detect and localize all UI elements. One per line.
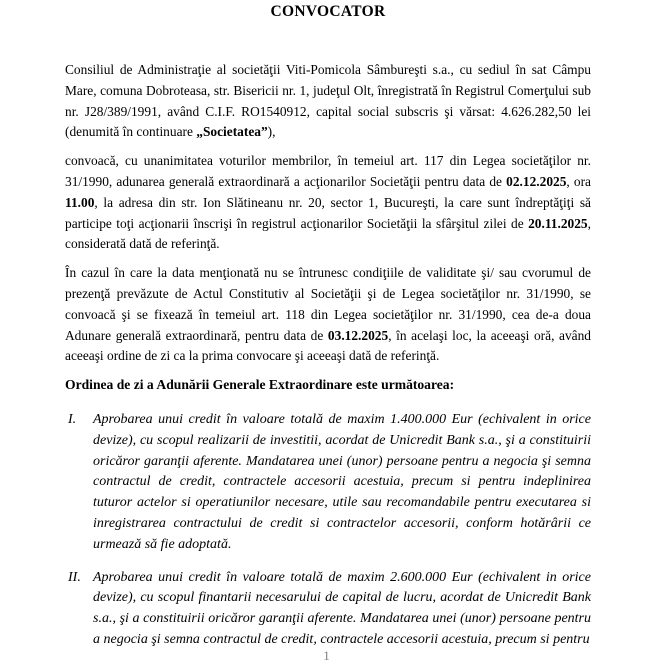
agenda-item-2-numeral: II. [68, 569, 81, 585]
agenda-item-1-numeral: I. [68, 411, 77, 427]
page-number: 1 [323, 648, 330, 663]
paragraph-second-convocation: În cazul în care la data menţionată nu se întrunesc condiţiile de validitate şi/ sau cvorumul de prezenţă prevăzute de Actul Constitutiv al Societăţii şi de Legea societăţilor nr. 31/1990, se convoacă şi se fixează în temeiul art. 118 din Legea societăţilor nr. 31/1990, cea de-a doua Adunare generală extraordinară, pentru data de 03.12.2025, în acelaşi loc, la aceeaşi oră, având aceeaşi ordine de zi ca la prima convocare şi aceeaşi dată de referinţă. [65, 265, 592, 364]
document-title: CONVOCATOR [270, 3, 386, 20]
paragraph-first-convocation: convoacă, cu unanimitatea voturilor membrilor, în temeiul art. 117 din Legea societăţilor nr. 31/1990, adunarea generală extraordinară a acţionarilor Societăţii pentru data de 02.12.2025, ora 11.00, la adresa din str. Ion Slătineanu nr. 20, sector 1, Bucureşti, la care sunt îndreptăţiţi să participe toţi acţionarii înscrişi în registrul acţionarilor Societăţii la sfârşitul zilei de 20.11.2025, considerată dată de referinţă. [65, 153, 591, 252]
agenda-heading: Ordinea de zi a Adunării Generale Extraordinare este următoarea: [65, 377, 455, 393]
agenda-item-2-text: Aprobarea unui credit în valoare totală de maxim 2.600.000 Eur (echivalent in orice devize), cu scopul finantarii necesarului de capital de lucru, acordat de Unicredit Bank s.a., şi a constituirii oricăror garanţii aferente. Mandatarea unei (unor) persoane pentru a negocia şi semna contractul de credit, contractele accesorii acestuia, precum si pentru [93, 569, 591, 647]
page-footer [0, 647, 653, 665]
agenda-item-1 [65, 410, 591, 556]
paragraph-company-intro: Consiliul de Administraţie al societăţii Viti-Pomicola Sâmbureşti s.a., cu sediul în sat Câmpu Mare, comuna Dobroteasa, str. Bisericii nr. 1, judeţul Olt, înregistrată în Registrul Comerţului sub nr. J28/389/1991, având C.I.F. RO1540912, capital social subscris şi vărsat: 4.626.282,50 lei (denumită în continuare „Societatea”), [65, 62, 591, 140]
agenda-item-2 [65, 568, 591, 651]
agenda-item-1-text: Aprobarea unui credit în valoare totală de maxim 1.400.000 Eur (echivalent in orice devize), cu scopul realizarii de investitii, acordat de Unicredit Bank s.a., şi a constituirii oricăror garanţii aferente. Mandatarea unei (unor) persoane pentru a negocia şi semna contractul de credit, contractele accesorii acestuia, precum si pentru indeplinirea tuturor actelor si operatiunilor necesare, utile sau recomandabile pentru executarea si inregistrarea contractului de credit si contractelor accesorii, conform hotărârii ce urmează să fie adoptată. [93, 411, 591, 552]
